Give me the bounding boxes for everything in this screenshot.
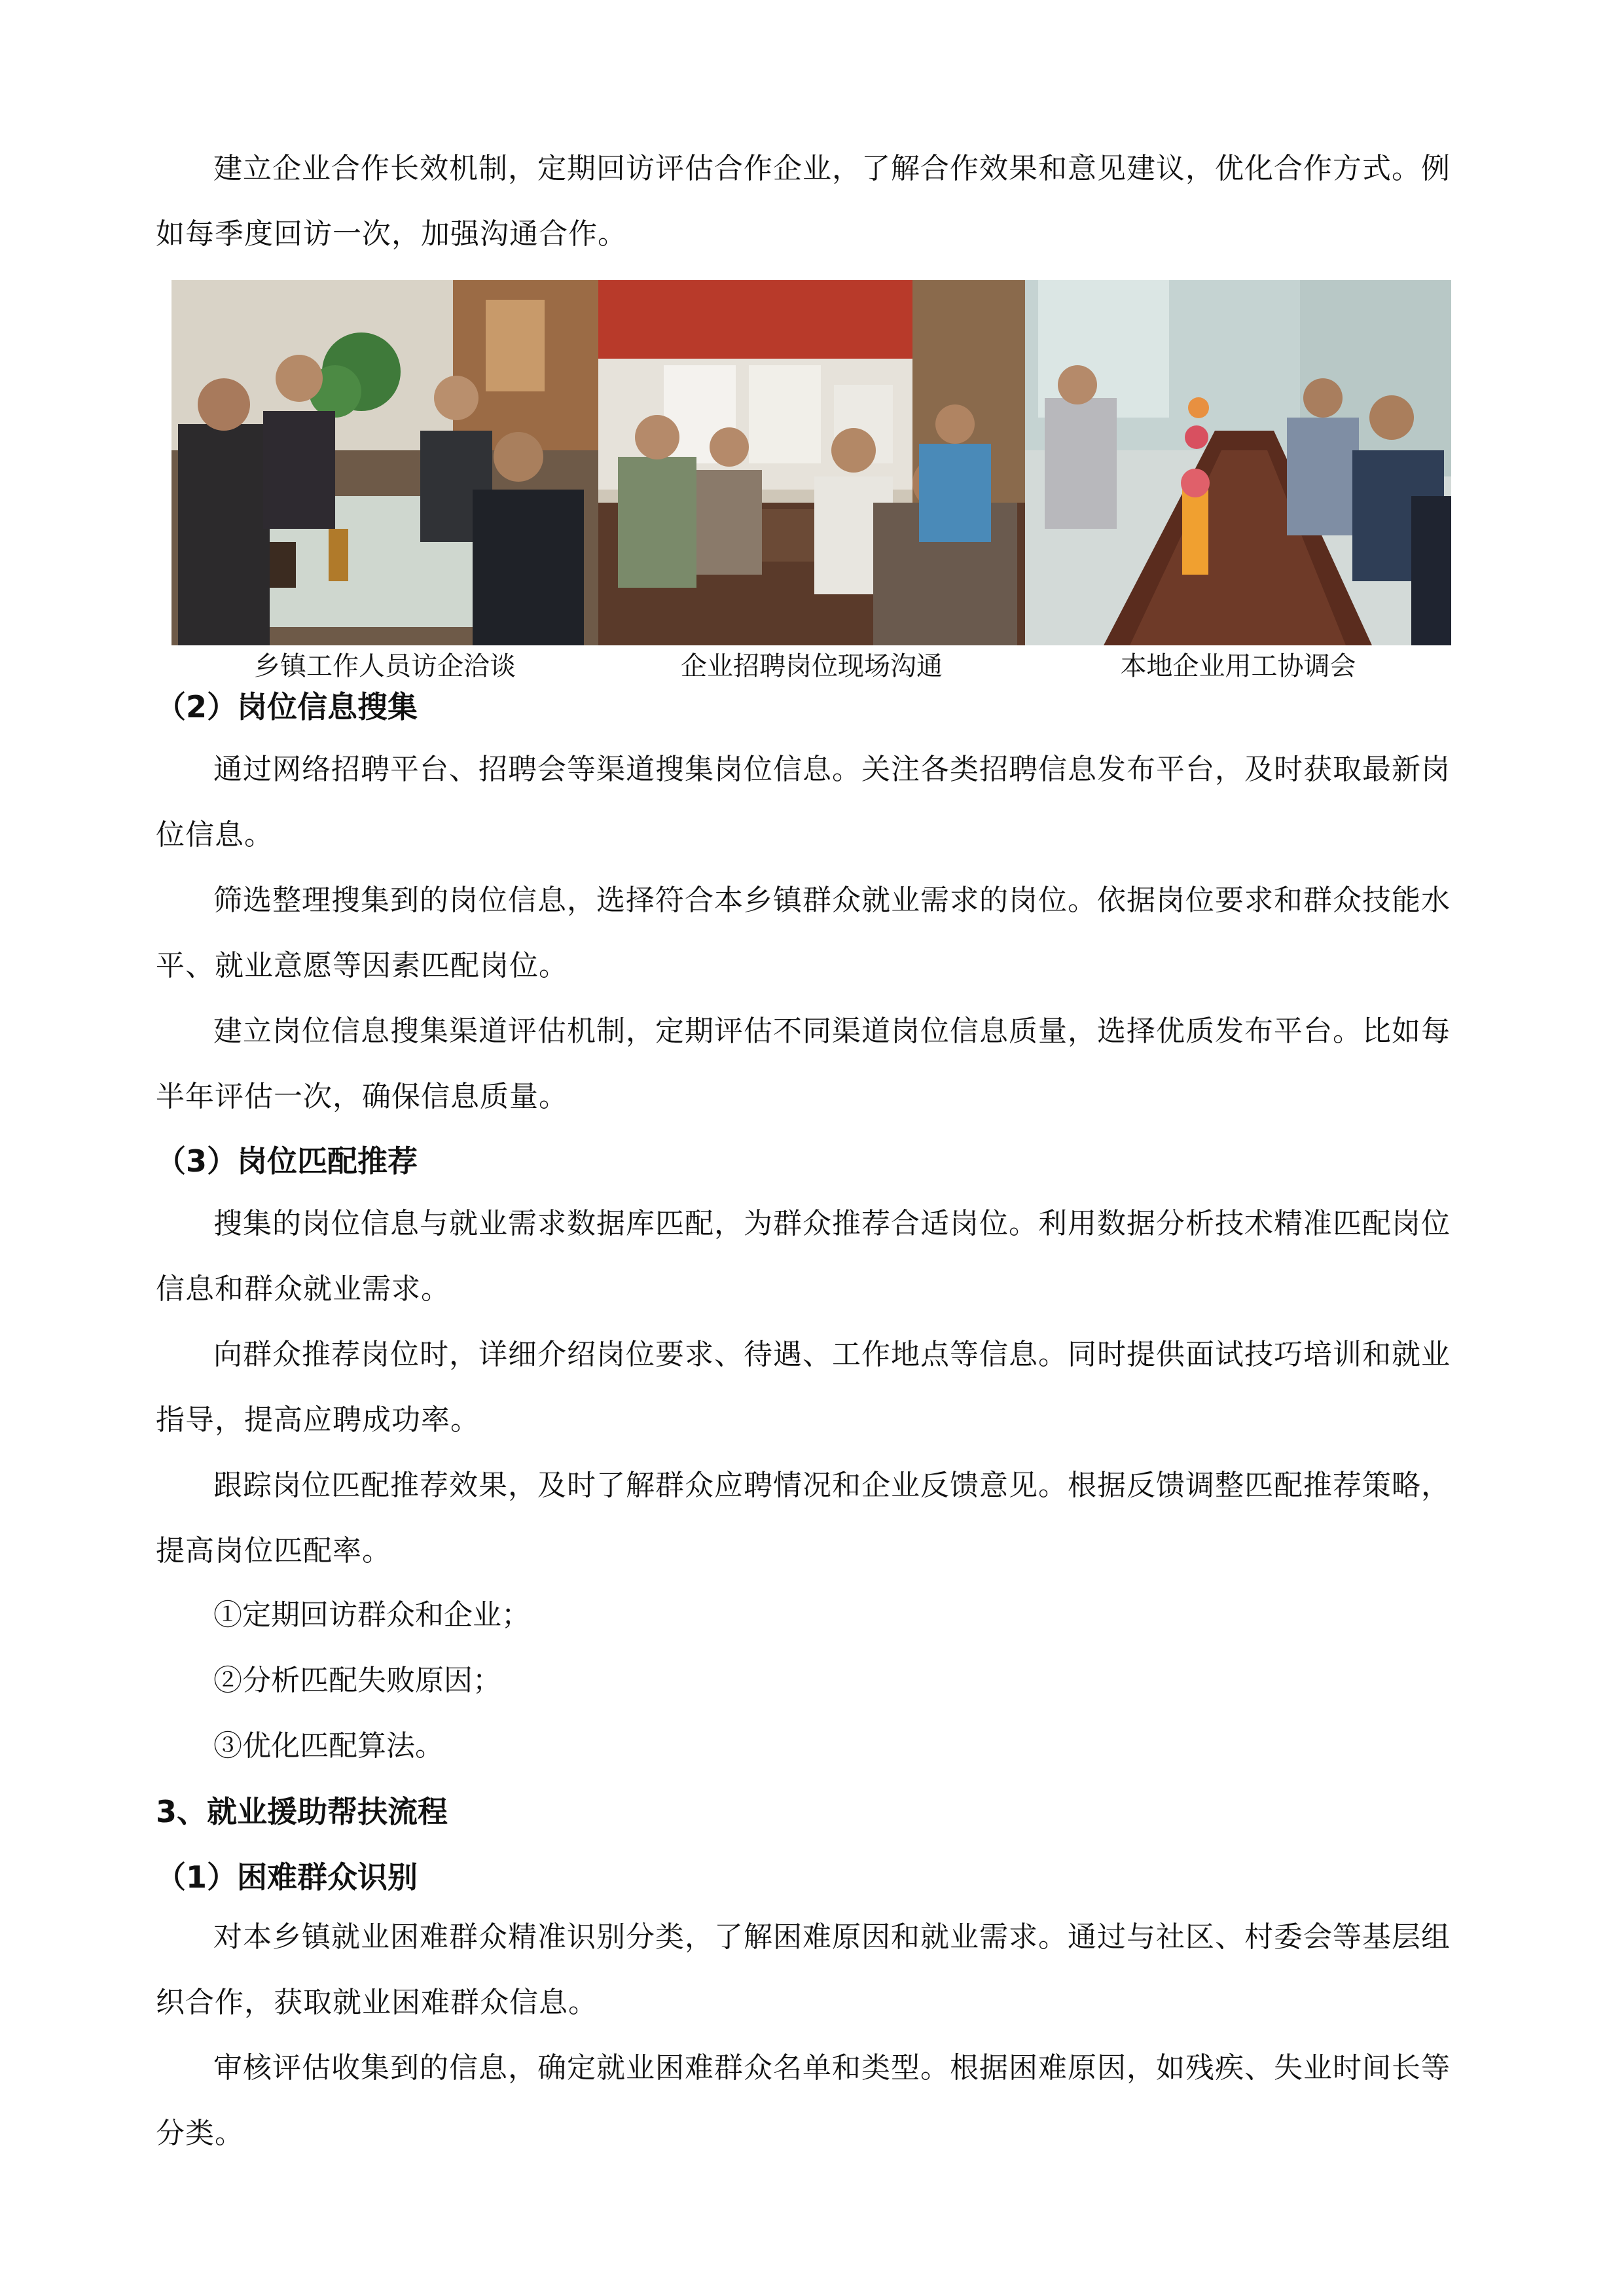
- list-item: ③优化匹配算法。: [213, 1729, 444, 1763]
- photo-strip: [171, 280, 1451, 645]
- paragraph: 搜集的岗位信息与就业需求数据库匹配，为群众推荐合适岗位。利用数据分析技术精准匹配岗位信息和群众就业需求。: [156, 1207, 1451, 1306]
- chapter-heading-employment-assistance: 3、就业援助帮扶流程: [156, 1794, 448, 1829]
- section-heading-job-matching: （3）岗位匹配推荐: [156, 1143, 418, 1179]
- list-item: ②分析匹配失败原因；: [213, 1664, 501, 1697]
- photo-caption-3: 本地企业用工协调会: [1120, 651, 1356, 681]
- section-heading-needy-identification: （1）困难群众识别: [156, 1859, 418, 1895]
- photo-office-meeting: [171, 280, 598, 645]
- intro-paragraph: 建立企业合作长效机制，定期回访评估合作企业，了解合作效果和意见建议，优化合作方式。例如每季度回访一次，加强沟通合作。: [156, 152, 1451, 251]
- photo-recruitment-site: [598, 280, 1025, 645]
- paragraph: 向群众推荐岗位时，详细介绍岗位要求、待遇、工作地点等信息。同时提供面试技巧培训和就业指导，提高应聘成功率。: [156, 1338, 1451, 1437]
- paragraph: 审核评估收集到的信息，确定就业困难群众名单和类型。根据困难原因，如残疾、失业时间长等分类。: [156, 2051, 1451, 2150]
- photo-coordination-meeting: [1025, 280, 1451, 645]
- paragraph: 对本乡镇就业困难群众精准识别分类，了解困难原因和就业需求。通过与社区、村委会等基层组织合作，获取就业困难群众信息。: [156, 1920, 1451, 2019]
- photo-caption-1: 乡镇工作人员访企洽谈: [254, 651, 516, 681]
- paragraph: 通过网络招聘平台、招聘会等渠道搜集岗位信息。关注各类招聘信息发布平台，及时获取最新岗位信息。: [156, 753, 1451, 852]
- paragraph: 跟踪岗位匹配推荐效果，及时了解群众应聘情况和企业反馈意见。根据反馈调整匹配推荐策略，提高岗位匹配率。: [156, 1469, 1451, 1568]
- paragraph: 筛选整理搜集到的岗位信息，选择符合本乡镇群众就业需求的岗位。依据岗位要求和群众技能水平、就业意愿等因素匹配岗位。: [156, 884, 1451, 982]
- list-item: ①定期回访群众和企业；: [213, 1598, 530, 1632]
- section-heading-job-info-collection: （2）岗位信息搜集: [156, 689, 418, 725]
- paragraph: 建立岗位信息搜集渠道评估机制，定期评估不同渠道岗位信息质量，选择优质发布平台。比如每半年评估一次，确保信息质量。: [156, 1014, 1451, 1113]
- photo-caption-2: 企业招聘岗位现场沟通: [681, 651, 943, 681]
